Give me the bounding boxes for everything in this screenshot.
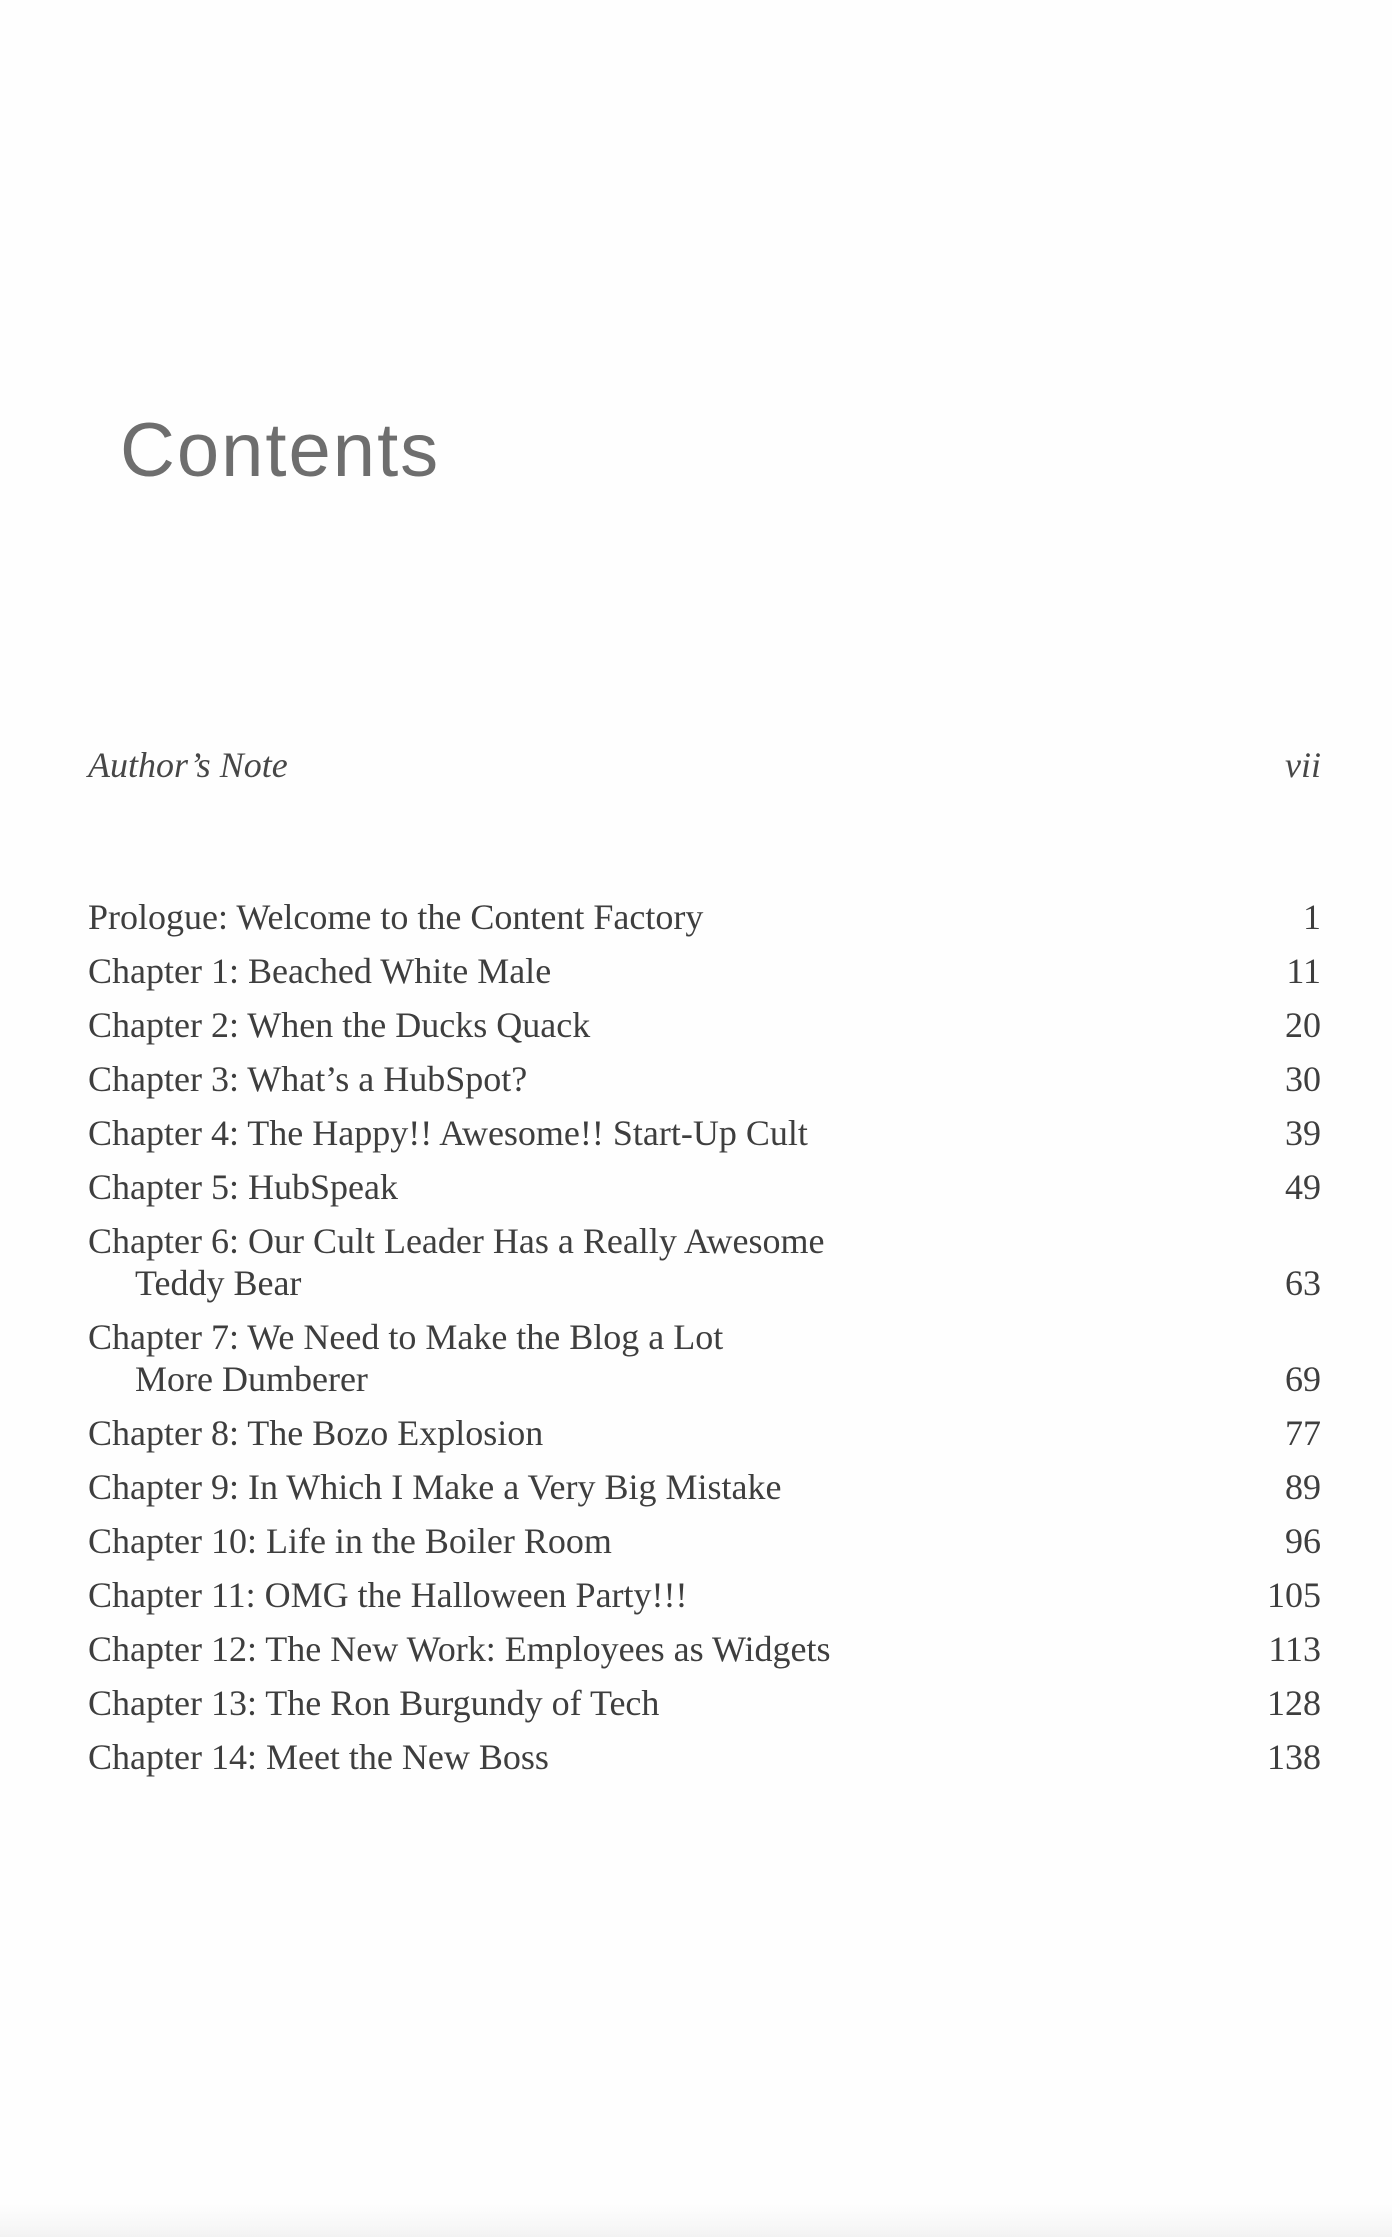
toc-page-number: 96 (1285, 1521, 1321, 1561)
toc-page-number: 1 (1303, 897, 1321, 937)
toc-entry-title-line: Chapter 8: The Bozo Explosion (88, 1413, 544, 1453)
toc-page-number: 138 (1267, 1737, 1321, 1777)
toc-entry (88, 950, 1321, 992)
toc-entry (88, 1412, 1321, 1454)
toc-entry (88, 1466, 1321, 1508)
scan-edge-artifact (0, 2203, 1392, 2237)
table-of-contents (88, 744, 1321, 1790)
toc-entry-lines (88, 1316, 1285, 1400)
toc-entry-lines (88, 1466, 1285, 1508)
toc-entry-lines (88, 1628, 1268, 1670)
toc-entry-title-line: Chapter 5: HubSpeak (88, 1167, 398, 1207)
toc-entry (88, 1058, 1321, 1100)
toc-entry (88, 1628, 1321, 1670)
page-title: Contents (120, 407, 441, 493)
toc-entry-title-line: Chapter 9: In Which I Make a Very Big Mistake (88, 1467, 782, 1507)
toc-entry-lines (88, 1166, 1285, 1208)
toc-entry (88, 1520, 1321, 1562)
toc-page-number: 69 (1285, 1359, 1321, 1399)
toc-page-number: 89 (1285, 1467, 1321, 1507)
front-matter-label: Author’s Note (88, 745, 288, 785)
toc-entry-lines (88, 1004, 1285, 1046)
front-matter-row (88, 744, 1321, 786)
toc-entry-lines (88, 1220, 1285, 1304)
toc-page-number: 11 (1286, 951, 1321, 991)
toc-entry-lines (88, 1520, 1285, 1562)
toc-entry-title-line: Chapter 2: When the Ducks Quack (88, 1005, 591, 1045)
toc-entry-title-line: Chapter 12: The New Work: Employees as Widgets (88, 1629, 831, 1669)
toc-entry (88, 1166, 1321, 1208)
toc-entry (88, 1112, 1321, 1154)
toc-entry-title-line: Chapter 4: The Happy!! Awesome!! Start-Up Cult (88, 1113, 808, 1153)
toc-entry (88, 1004, 1321, 1046)
toc-page-number: 49 (1285, 1167, 1321, 1207)
toc-entry-lines (88, 1058, 1285, 1100)
toc-page-number: 128 (1267, 1683, 1321, 1723)
toc-entry-lines (88, 950, 1286, 992)
toc-page-number: 20 (1285, 1005, 1321, 1045)
toc-page-number: 113 (1268, 1629, 1321, 1669)
toc-page-number: 105 (1267, 1575, 1321, 1615)
toc-entry-title-line: Chapter 10: Life in the Boiler Room (88, 1521, 612, 1561)
toc-entry (88, 1574, 1321, 1616)
toc-list (88, 896, 1321, 1778)
toc-entry-title-line: Chapter 3: What’s a HubSpot? (88, 1059, 528, 1099)
toc-entry-lines (88, 1736, 1267, 1778)
toc-entry (88, 896, 1321, 938)
toc-entry (88, 1316, 1321, 1400)
toc-entry (88, 1220, 1321, 1304)
toc-page-number: 39 (1285, 1113, 1321, 1153)
toc-entry-lines (88, 1574, 1267, 1616)
toc-entry-title-line: Chapter 1: Beached White Male (88, 951, 552, 991)
toc-page-number: 77 (1285, 1413, 1321, 1453)
toc-entry-title-line: Chapter 6: Our Cult Leader Has a Really Awesome (88, 1221, 825, 1261)
toc-entry-title-line: Chapter 7: We Need to Make the Blog a Lot (88, 1317, 724, 1357)
toc-entry-title-line: Chapter 13: The Ron Burgundy of Tech (88, 1683, 660, 1723)
toc-entry-title-line: Chapter 11: OMG the Halloween Party!!! (88, 1575, 688, 1615)
toc-entry (88, 1682, 1321, 1724)
toc-entry-title-line: Teddy Bear (135, 1263, 302, 1303)
toc-page-number: 30 (1285, 1059, 1321, 1099)
toc-entry-title-line: Prologue: Welcome to the Content Factory (88, 897, 704, 937)
toc-entry-title-line: Chapter 14: Meet the New Boss (88, 1737, 549, 1777)
toc-entry-lines (88, 1412, 1285, 1454)
front-matter-page-number: vii (1285, 745, 1321, 785)
toc-page-number: 63 (1285, 1263, 1321, 1303)
toc-entry-lines (88, 1112, 1285, 1154)
toc-entry-title-line: More Dumberer (135, 1359, 368, 1399)
toc-entry (88, 1736, 1321, 1778)
toc-entry-lines (88, 896, 1303, 938)
toc-entry-lines (88, 1682, 1267, 1724)
